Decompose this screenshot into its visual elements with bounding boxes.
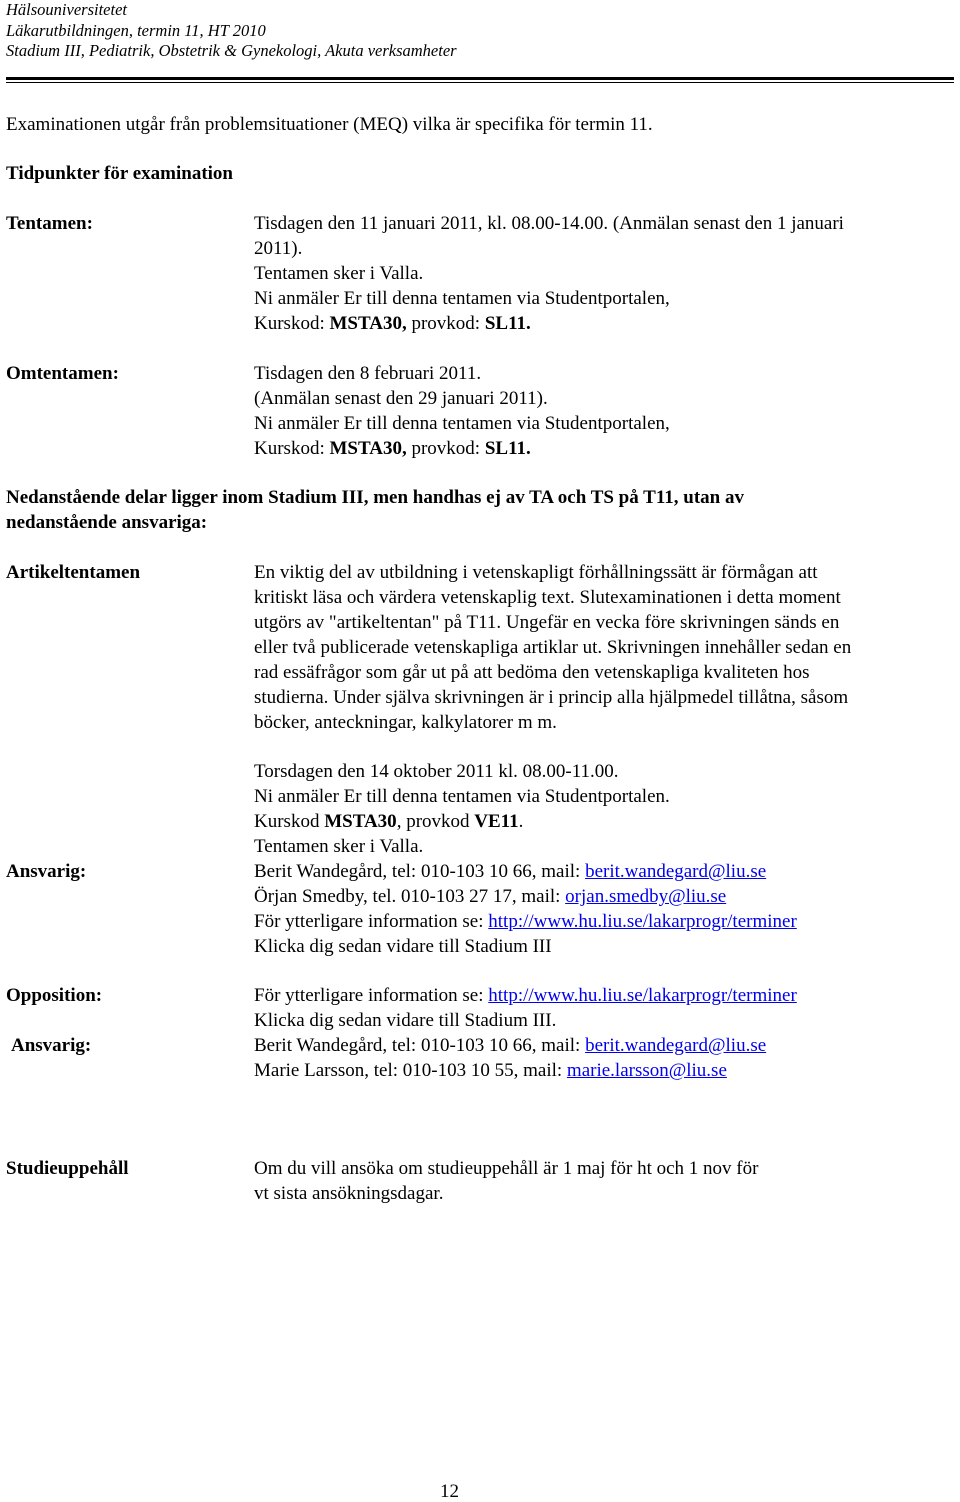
studie-line-2: vt sista ansökningsdagar. [254,1183,444,1204]
provkod-code: SL11. [484,313,531,334]
document-header [6,0,457,62]
ansvarig-contact-2 [254,885,726,910]
kurskod-code: MSTA30, [329,313,407,334]
tidpunkter-heading: Tidpunkter för examination [6,163,233,184]
omtentamen-date: Tisdagen den 8 februari 2011. [254,363,482,384]
studie-label: Studieuppehåll [6,1158,129,1179]
header-rule-thin [6,82,954,83]
opposition-contact-1 [254,1034,766,1059]
info-link[interactable]: http://www.hu.liu.se/lakarprogr/terminer [488,911,797,932]
artikel-anmalan: Ni anmäler Er till denna tentamen via Studentportalen. [254,786,670,807]
artikel-line-2: kritiskt läsa och värdera vetenskaplig text. Slutexaminationen i detta moment [254,587,841,608]
omtentamen-label: Omtentamen: [6,363,119,384]
kurskod-code: MSTA30, [329,438,407,459]
artikel-line-6: studierna. Under själva skrivningen är i princip alla hjälpmedel tillåtna, såsom [254,687,849,708]
tentamen-kurskod [254,312,531,337]
artikel-line-1: En viktig del av utbildning i vetenskapligt förhållningssätt är förmågan att [254,562,818,583]
intro-text: Examinationen utgår från problemsituationer (MEQ) vilka är specifika för termin 11. [6,114,653,135]
omtentamen-kurskod [254,437,531,462]
provkod-prefix: provkod: [406,313,485,334]
nedan-line2: nedanstående ansvariga: [6,512,208,533]
page-number: 12 [440,1481,459,1502]
kurskod-end: . [518,811,524,832]
info-text: För ytterligare information se: [254,985,489,1006]
kurskod-code: MSTA30 [324,811,397,832]
header-university: Hälsouniversitetet [6,0,127,19]
studie-line-1: Om du vill ansöka om studieuppehåll är 1 maj för ht och 1 nov för [254,1158,759,1179]
ansvarig-info [254,910,797,935]
provkod-prefix: provkod: [406,438,485,459]
opposition-contact-2 [254,1059,727,1084]
email-link[interactable]: berit.wandegard@liu.se [585,861,767,882]
tentamen-label: Tentamen: [6,213,93,234]
opposition-label: Opposition: [6,985,103,1006]
contact-text: Berit Wandegård, tel: 010-103 10 66, mail: [254,861,586,882]
omtentamen-anmalan: Ni anmäler Er till denna tentamen via Studentportalen, [254,413,670,434]
kurskod-prefix: Kurskod [254,811,325,832]
provkod-code: SL11. [484,438,531,459]
kurskod-prefix: Kurskod: [254,313,330,334]
artikel-date: Torsdagen den 14 oktober 2011 kl. 08.00-11.00. [254,761,619,782]
artikel-label: Artikeltentamen [6,562,141,583]
artikel-line-5: rad essäfrågor som går ut på att bedöma den vetenskapliga kvaliteten hos [254,662,810,683]
email-link[interactable]: berit.wandegard@liu.se [585,1035,767,1056]
header-rule-thick [6,77,954,80]
header-stadium: Stadium III, Pediatrik, Obstetrik & Gynekologi, Akuta verksamheter [6,41,457,60]
kurskod-prefix: Kurskod: [254,438,330,459]
provkod-prefix: , provkod [396,811,475,832]
artikel-line-3: utgörs av "artikeltentan" på T11. Ungefär en vecka före skrivningen sänds en [254,612,840,633]
header-program: Läkarutbildningen, termin 11, HT 2010 [6,20,266,40]
artikel-location: Tentamen sker i Valla. [254,836,424,857]
opposition-klicka: Klicka dig sedan vidare till Stadium III. [254,1010,557,1031]
info-text: För ytterligare information se: [254,911,489,932]
ansvarig-label: Ansvarig: [6,861,87,882]
ansvarig-klicka: Klicka dig sedan vidare till Stadium III [254,936,552,957]
tentamen-anmalan: Ni anmäler Er till denna tentamen via Studentportalen, [254,288,670,309]
provkod-code: VE11 [474,811,519,832]
artikel-line-7: böcker, anteckningar, kalkylatorer m m. [254,712,557,733]
nedan-line1: Nedanstående delar ligger inom Stadium III, men handhas ej av TA och TS på T11, utan av [6,487,744,508]
email-link[interactable]: orjan.smedby@liu.se [565,886,727,907]
info-link[interactable]: http://www.hu.liu.se/lakarprogr/terminer [488,985,797,1006]
contact-text: Berit Wandegård, tel: 010-103 10 66, mail: [254,1035,586,1056]
tentamen-location: Tentamen sker i Valla. [254,263,424,284]
artikel-line-4: eller två publicerade vetenskapliga artiklar ut. Skrivningen innehåller sedan en [254,637,852,658]
ansvarig-contact-1 [254,860,766,885]
tentamen-date-cont: 2011). [254,238,303,259]
opposition-info [254,984,797,1009]
omtentamen-anmalan-date: (Anmälan senast den 29 januari 2011). [254,388,548,409]
artikel-kurskod [254,810,523,835]
contact-text: Örjan Smedby, tel. 010-103 27 17, mail: [254,886,566,907]
contact-text: Marie Larsson, tel: 010-103 10 55, mail: [254,1060,567,1081]
email-link[interactable]: marie.larsson@liu.se [566,1060,727,1081]
opposition-ansvarig-label: Ansvarig: [11,1035,92,1056]
tentamen-date: Tisdagen den 11 januari 2011, kl. 08.00-14.00. (Anmälan senast den 1 januari [254,213,844,234]
